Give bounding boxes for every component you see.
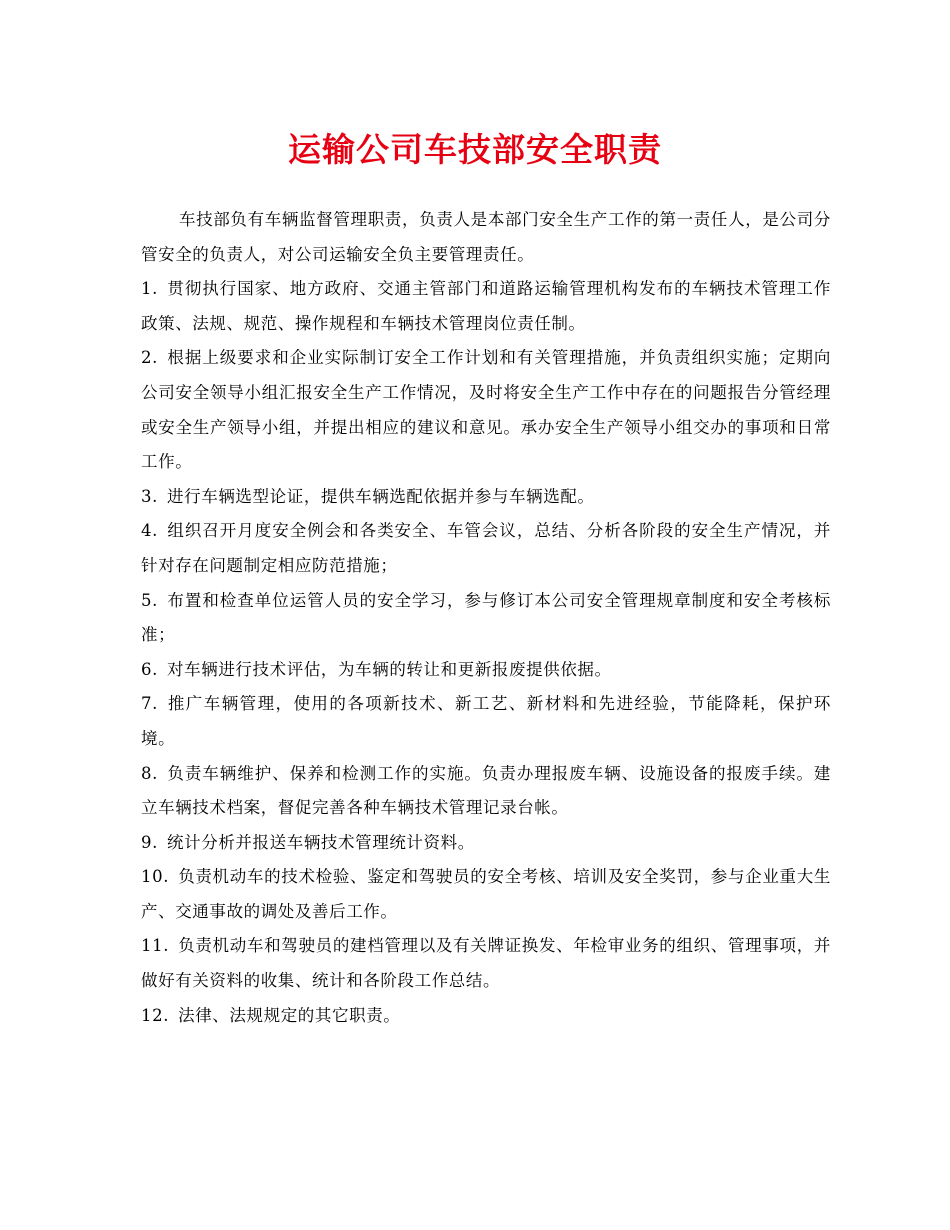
item-number: 12. xyxy=(141,1005,170,1025)
item-number: 9. xyxy=(141,832,158,852)
item-number: 10. xyxy=(141,867,170,887)
item-text: 负责车辆维护、保养和检测工作的实施。负责办理报废车辆、设施设备的报废手续。建立车辆技术档案，督促完善各种车辆技术管理记录台帐。 xyxy=(141,763,831,818)
item-text: 推广车辆管理，使用的各项新技术、新工艺、新材料和先进经验，节能降耗，保护环境。 xyxy=(141,694,831,748)
list-item xyxy=(141,341,831,479)
item-number: 8. xyxy=(141,763,158,783)
list-item xyxy=(141,826,831,861)
item-text: 对车辆进行技术评估，为车辆的转让和更新报废提供依据。 xyxy=(167,659,612,679)
item-text: 贯彻执行国家、地方政府、交通主管部门和道路运输管理机构发布的车辆技术管理工作政策、法规、规范、操作规程和车辆技术管理岗位责任制。 xyxy=(141,279,831,333)
item-number: 7. xyxy=(141,694,158,714)
item-text: 统计分析并报送车辆技术管理统计资料。 xyxy=(167,832,475,852)
item-number: 2. xyxy=(141,348,158,368)
list-item xyxy=(141,860,831,929)
intro-paragraph: 车技部负有车辆监督管理职责，负责人是本部门安全生产工作的第一责任人，是公司分管安全的负责人，对公司运输安全负主要管理责任。 xyxy=(141,210,831,264)
item-text: 组织召开月度安全例会和各类安全、车管会议，总结、分析各阶段的安全生产情况，并针对存在问题制定相应防范措施； xyxy=(141,521,831,575)
item-text: 布置和检查单位运管人员的安全学习，参与修订本公司安全管理规章制度和安全考核标准； xyxy=(141,590,831,645)
item-number: 3. xyxy=(141,486,158,506)
list-item xyxy=(141,514,831,583)
item-text: 进行车辆选型论证，提供车辆选配依据并参与车辆选配。 xyxy=(167,486,595,506)
item-number: 4. xyxy=(141,521,158,541)
item-number: 11. xyxy=(141,936,170,956)
list-item xyxy=(141,687,831,756)
list-item xyxy=(141,480,831,515)
document-title: 运输公司车技部安全职责 xyxy=(288,130,662,169)
item-text: 法律、法规规定的其它职责。 xyxy=(178,1005,401,1025)
list-item xyxy=(141,272,831,341)
list-item xyxy=(141,999,831,1034)
item-number: 1. xyxy=(141,279,158,299)
item-number: 5. xyxy=(141,590,158,610)
item-text: 负责机动车和驾驶员的建档管理以及有关牌证换发、年检审业务的组织、管理事项，并做好有关资料的收集、统计和各阶段工作总结。 xyxy=(141,936,831,991)
item-text: 根据上级要求和企业实际制订安全工作计划和有关管理措施，并负责组织实施；定期向公司安全领导小组汇报安全生产工作情况，及时将安全生产工作中存在的问题报告分管经理或安全生产领导小组，并提出相应的建议和意见。承办安全生产领导小组交办的事项和日常工作。 xyxy=(141,348,831,472)
item-text: 负责机动车的技术检验、鉴定和驾驶员的安全考核、培训及安全奖罚，参与企业重大生产、交通事故的调处及善后工作。 xyxy=(141,867,831,921)
document-body xyxy=(141,203,831,1033)
list-item xyxy=(141,653,831,688)
list-item xyxy=(141,929,831,998)
list-item xyxy=(141,757,831,826)
item-number: 6. xyxy=(141,659,158,679)
list-item xyxy=(141,584,831,653)
